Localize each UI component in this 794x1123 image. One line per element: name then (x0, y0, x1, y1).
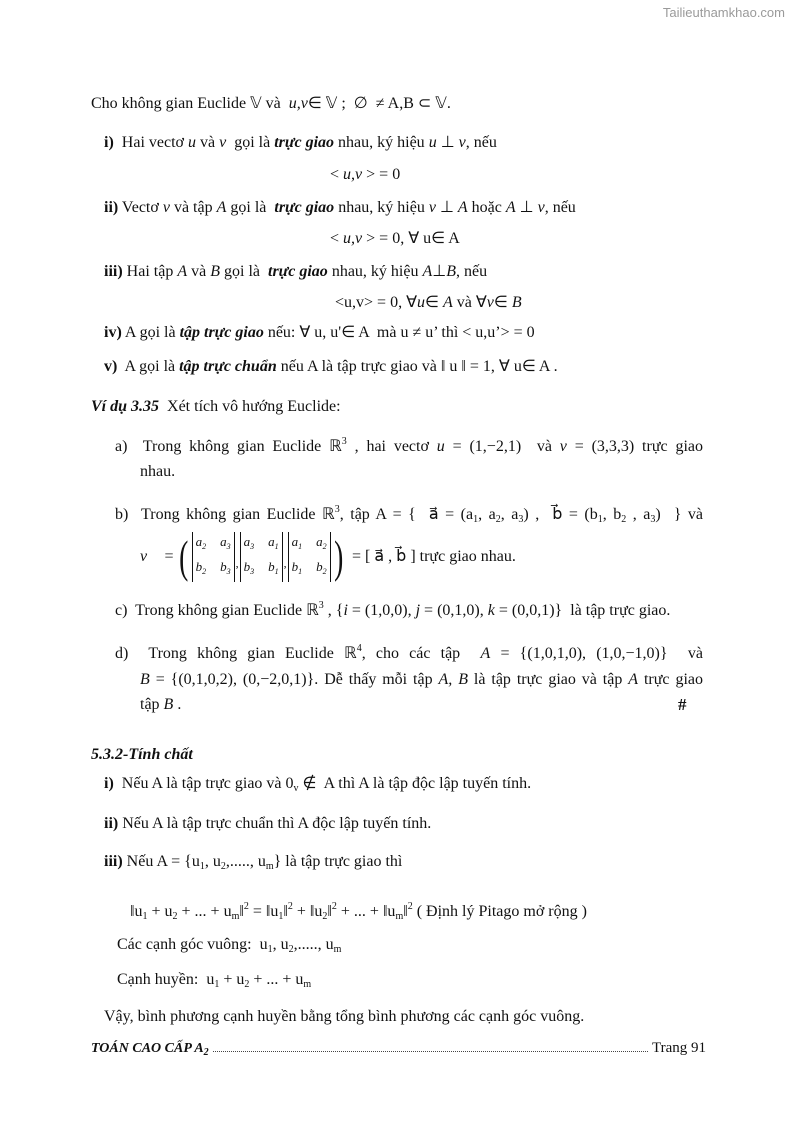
text-segment: v (559, 438, 567, 455)
entry-letter: b (268, 559, 275, 574)
intro-line (91, 94, 451, 114)
text-segment: d) Trong không gian Euclide ℝ (115, 645, 357, 662)
text-segment: m (231, 911, 240, 922)
text-segment: Vậy, bình phương cạnh huyền bằng tổng bình phương các cạnh góc vuông. (104, 1008, 585, 1025)
determinant (192, 532, 235, 582)
text-segment: v) (104, 358, 118, 375)
text-segment: A gọi là (117, 358, 180, 375)
text-segment: v (219, 134, 227, 151)
matrix-entry (292, 532, 303, 557)
text-segment: và tập (169, 199, 217, 216)
text-segment: 1 (597, 514, 603, 525)
page-footer (91, 1040, 706, 1058)
text-segment: ∈ 𝕍 ; ∅ ≠ A,B ⊂ 𝕍. (307, 95, 451, 112)
text-segment: > = 0 (362, 166, 401, 183)
text-segment: hoặc (467, 199, 506, 216)
text-segment: ⊥ (432, 263, 447, 280)
entry-letter: b (195, 559, 203, 574)
text-segment: , u (204, 853, 221, 870)
text-segment: B (511, 294, 522, 311)
text-segment: < (330, 166, 344, 183)
vector-v-label: v⃗ = (140, 548, 175, 565)
text-segment: 1 (214, 979, 220, 990)
property-iii (104, 852, 402, 877)
text-segment: A (422, 263, 433, 280)
footer-title: TOÁN CAO CẤP $A_2$ (91, 1041, 209, 1058)
matrix-entry (268, 557, 279, 582)
left-paren: ( (179, 531, 189, 582)
text-segment: , nếu (544, 199, 576, 216)
text-segment: m (265, 861, 274, 872)
example-b (115, 500, 703, 530)
text-segment: 1 (473, 514, 479, 525)
text-segment: Nếu A là tập trực giao và 0 (113, 775, 294, 792)
matrix-entry (244, 532, 255, 557)
end-of-example-mark: # (678, 695, 687, 714)
text-segment: B (140, 671, 150, 688)
text-segment: u (428, 134, 437, 151)
text-segment: và (187, 263, 211, 280)
matrix-result (352, 547, 516, 567)
text-segment: , { (323, 602, 344, 619)
formula-i (330, 165, 400, 185)
entry-index: 2 (322, 567, 327, 576)
text-segment: , nếu (455, 263, 488, 280)
text-segment: 1 (267, 944, 273, 955)
text-segment: Hai vectơ (113, 134, 188, 151)
text-segment: = {(0,1,0,2), (0,−2,0,1)}. Dễ thấy mỗi tập (149, 671, 439, 688)
hypotenuse-line (117, 970, 311, 995)
text-segment: , b (602, 506, 622, 523)
matrix-entry (196, 532, 207, 557)
text-segment: ii) (104, 199, 119, 216)
page-number: Trang 91 (651, 1040, 706, 1056)
text-segment: 2 (322, 911, 328, 922)
matrix-entry (220, 557, 231, 582)
example-a-cont (140, 462, 175, 482)
text-segment: và ∀ (452, 294, 487, 311)
property-i (104, 774, 531, 799)
entry-index: 3 (250, 567, 255, 576)
entry-index: 1 (298, 567, 303, 576)
text-segment: trực giao (274, 134, 335, 151)
text-segment: = (1,−2,1) và (444, 438, 560, 455)
text-segment: + ‖u (292, 903, 323, 920)
text-segment: m (395, 911, 404, 922)
text-segment: = ‖u (248, 903, 279, 920)
text-segment: A gọi là (121, 324, 180, 341)
text-segment: và (196, 134, 220, 151)
entry-index: 2 (202, 542, 207, 551)
matrix-entry (316, 557, 327, 582)
text-segment: gọi là (226, 199, 275, 216)
definition-i (104, 133, 497, 153)
text-segment: Cạnh huyền: u (117, 971, 215, 988)
text-segment: ∉ A thì A là tập độc lập tuyến tính. (298, 775, 532, 792)
text-segment: u (436, 438, 445, 455)
text-segment: . (173, 696, 182, 713)
text-segment: i) (104, 134, 114, 151)
text-segment: ‖ (283, 903, 288, 920)
text-segment: ,....., u (293, 936, 334, 953)
text-segment: tập trực giao (179, 324, 264, 341)
entry-index: 2 (322, 542, 327, 551)
text-segment: , u (272, 936, 289, 953)
definition-iv (104, 323, 535, 343)
text-segment: + ... + ‖u (336, 903, 396, 920)
text-segment: u,v (343, 166, 363, 183)
example-c (115, 596, 670, 621)
text-segment: 3 (341, 436, 347, 447)
text-segment: ∈ (425, 294, 443, 311)
pythagoras-formula (130, 897, 587, 927)
text-segment: ( Định lý Pitago mở rộng ) (412, 903, 587, 920)
footer-leader-dots (213, 1051, 648, 1052)
entry-letter: a (243, 534, 251, 549)
text-segment: i) (104, 775, 114, 792)
text-segment: , a (626, 506, 651, 523)
text-segment: ∈ (493, 294, 512, 311)
text-segment: v (537, 199, 545, 216)
entry-letter: a (195, 534, 203, 549)
text-segment: i (343, 602, 348, 619)
text-segment: + u (219, 971, 245, 988)
text-segment: = (0,0,1)} là tập trực giao. (494, 602, 671, 619)
cross-product-matrix (140, 532, 516, 582)
text-segment: ‖ (327, 903, 332, 920)
text-segment: <u,v> = 0, ∀ (335, 294, 418, 311)
text-segment: nhau, ký hiệu (327, 263, 423, 280)
entry-letter: a (291, 534, 299, 549)
conclusion-line (104, 1007, 584, 1027)
text-segment: , nếu (465, 134, 497, 151)
text-segment: v (428, 199, 436, 216)
text-segment: B (163, 696, 174, 713)
example-d-cont (140, 670, 703, 690)
text-segment: + ... + u (249, 971, 304, 988)
text-segment: 4 (356, 643, 362, 654)
separator: , (235, 555, 239, 570)
text-segment: iii) (104, 853, 123, 870)
definition-v (104, 357, 558, 377)
text-segment: A (628, 671, 639, 688)
text-segment: 2 (331, 901, 337, 912)
entry-letter: b (291, 559, 299, 574)
text-segment: là tập trực giao và tập (467, 671, 629, 688)
watermark: Tailieuthamkhao.com (662, 5, 785, 20)
text-segment: Cho không gian Euclide 𝕍 và (91, 95, 289, 112)
text-segment: B (210, 263, 220, 280)
text-segment: ,....., u (225, 853, 266, 870)
text-segment: > = 0, ∀ u∈ A (362, 230, 460, 247)
text-segment: A, B (438, 671, 468, 688)
text-segment: ‖ (403, 903, 408, 920)
text-segment: trực giao (638, 671, 703, 688)
text-segment: nếu A là tập trực giao và ‖ u ‖ = 1, ∀ u∈ A . (276, 358, 558, 375)
text-segment: ii) (104, 815, 119, 832)
text-segment: ) , b⃗ = (b (523, 506, 598, 523)
text-segment: nếu: ∀ u, u'∈ A mà u ≠ u’ thì < u,u’> = 0 (263, 324, 535, 341)
text-segment: 2 (288, 944, 294, 955)
text-segment: Vectơ (118, 199, 163, 216)
entry-index: 1 (274, 542, 279, 551)
text-segment: 1 (142, 911, 148, 922)
text-segment: Các cạnh góc vuông: u (117, 936, 268, 953)
text-segment: } là tập trực giao thì (273, 853, 403, 870)
text-segment: u (417, 294, 426, 311)
entry-letter: b (316, 559, 323, 574)
text-segment: iii) (104, 263, 123, 280)
matrix-entry (268, 532, 279, 557)
text-segment: 2 (172, 911, 178, 922)
text-segment: A (505, 199, 516, 216)
text-segment: = {(1,0,1,0), (1,0,−1,0)} và (490, 645, 703, 662)
text-segment: 3 (334, 504, 340, 515)
text-segment: k (487, 602, 495, 619)
legs-line (117, 935, 341, 960)
text-segment: Ví dụ 3.35 (91, 398, 160, 415)
formula-ii (330, 229, 460, 249)
example-d-end (140, 695, 181, 715)
property-ii (104, 814, 431, 834)
text-segment: 2 (407, 901, 413, 912)
text-segment: 2 (243, 901, 249, 912)
text-segment: iv) (104, 324, 122, 341)
text-segment: Hai tập (122, 263, 178, 280)
text-segment: , cho các tập (361, 645, 481, 662)
text-segment: = (0,1,0), (420, 602, 488, 619)
text-segment: v (486, 294, 494, 311)
text-segment: m (333, 944, 342, 955)
formula-iii (335, 293, 522, 313)
text-segment: u (188, 134, 196, 151)
text-segment: = [ a⃗ , b⃗ ] trực giao nhau. (352, 548, 516, 565)
text-segment: Nếu A = {u (122, 853, 200, 870)
matrix-entry (292, 557, 303, 582)
text-segment: trực giao (268, 263, 328, 280)
entry-letter: a (220, 534, 227, 549)
text-segment: u,v (288, 95, 308, 112)
text-segment: 2 (220, 861, 226, 872)
text-segment: 2 (495, 514, 501, 525)
text-segment: Nếu A là tập trực chuẩn thì A độc lập tuyến tính. (118, 815, 432, 832)
text-segment: v (162, 199, 170, 216)
text-segment: 2 (287, 901, 293, 912)
text-segment: , tập A = { a⃗ = (a (339, 506, 474, 523)
entry-index: 1 (298, 542, 303, 551)
matrix-entry (316, 532, 327, 557)
text-segment: nhau, ký hiệu (334, 134, 429, 151)
text-segment: + ... + u (177, 903, 232, 920)
text-segment: a) Trong không gian Euclide ℝ (115, 438, 342, 455)
text-segment: m (303, 979, 312, 990)
text-segment: tập trực chuẩn (179, 358, 277, 375)
text-segment: ⊥ (436, 134, 459, 151)
entry-index: 1 (274, 567, 279, 576)
entry-index: 3 (226, 542, 231, 551)
entry-letter: b (220, 559, 227, 574)
text-segment: 1 (199, 861, 205, 872)
matrix-entry (244, 557, 255, 582)
example-d (115, 639, 703, 664)
entry-index: 2 (202, 567, 207, 576)
text-segment: v (458, 134, 466, 151)
text-segment: nhau, ký hiệu (334, 199, 429, 216)
text-segment: nhau. (140, 463, 176, 480)
text-segment: A (457, 199, 468, 216)
example-heading (91, 397, 341, 417)
determinant (288, 532, 331, 582)
text-segment: A (442, 294, 453, 311)
text-segment: = (1,0,0), (347, 602, 416, 619)
text-segment: ) } và (655, 506, 704, 523)
text-segment: tập (140, 696, 164, 713)
entry-letter: a (316, 534, 323, 549)
entry-letter: a (268, 534, 275, 549)
text-segment: A (177, 263, 188, 280)
text-segment: A (216, 199, 227, 216)
section-heading (91, 745, 193, 765)
text-segment: 5.3.2-Tính chất (91, 746, 193, 763)
text-segment: ‖ (239, 903, 244, 920)
definition-ii (104, 198, 576, 218)
text-segment: , a (500, 506, 519, 523)
text-segment: j (415, 602, 421, 619)
text-segment: A (480, 645, 491, 662)
text-segment: gọi là (220, 263, 268, 280)
text-segment: trực giao (274, 199, 335, 216)
text-segment: v (293, 783, 299, 794)
text-segment: gọi là (226, 134, 275, 151)
matrix-entry (196, 557, 207, 582)
text-segment: 2 (621, 514, 627, 525)
text-segment: < (330, 230, 344, 247)
text-segment: B (446, 263, 456, 280)
determinant (240, 532, 283, 582)
text-segment: , a (478, 506, 496, 523)
text-segment: 2 (244, 979, 250, 990)
text-segment: , hai vectơ (346, 438, 437, 455)
text-segment: + u (147, 903, 173, 920)
separator: , (283, 555, 287, 570)
text-segment: c) Trong không gian Euclide ℝ (115, 602, 319, 619)
entry-index: 3 (250, 542, 255, 551)
text-segment: 3 (518, 514, 524, 525)
text-segment: ⊥ (515, 199, 538, 216)
example-a (115, 432, 703, 457)
definition-iii (104, 262, 487, 282)
entry-letter: b (243, 559, 251, 574)
text-segment: = (3,3,3) trực giao (566, 438, 703, 455)
text-segment: b) Trong không gian Euclide ℝ (115, 506, 335, 523)
text-segment: u,v (343, 230, 363, 247)
text-segment: 3 (318, 600, 324, 611)
text-segment: ⊥ (435, 199, 458, 216)
text-segment: 1 (278, 911, 284, 922)
right-paren: ) (333, 531, 343, 582)
text-segment: 3 (650, 514, 656, 525)
text-segment: Xét tích vô hướng Euclide: (159, 398, 341, 415)
text-segment: ‖u (130, 903, 143, 920)
matrix-entry (220, 532, 231, 557)
entry-index: 3 (226, 567, 231, 576)
